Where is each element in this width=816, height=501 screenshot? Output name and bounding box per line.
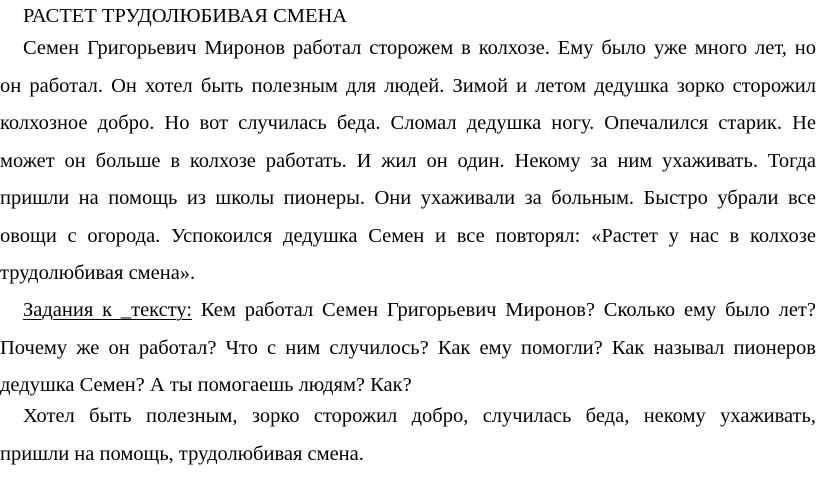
tasks-line-3: дедушка Семен? А ты помогаешь людям? Как?	[0, 374, 412, 396]
story-line-7: трудолюбивая смена».	[0, 262, 196, 284]
tasks-paragraph	[0, 292, 816, 405]
story-paragraph	[0, 30, 816, 293]
keywords-line-2: пришли на помощь, трудолюбивая смена.	[0, 442, 364, 465]
tasks-label: Задания к _тексту:	[23, 299, 193, 321]
tasks-first-line-text: Кем работал Семен Григорьевич Миронов? Сколько ему было лет?	[192, 299, 816, 321]
tasks-line-2: Почему же он работал? Что с ним случилось? Как ему помогли? Как называл пионеров	[0, 336, 816, 359]
story-line-1: Семен Григорьевич Миронов работал сторожем в колхозе. Ему было уже много лет, но	[23, 37, 816, 59]
story-line-4: может он больше в колхозе работать. И жил он один. Некому за ним ухаживать. Тогда	[0, 149, 816, 172]
story-line-6: овощи с огорода. Успокоился дедушка Семен и все повторял: «Растет у нас в колхозе	[0, 224, 816, 247]
story-line-3: колхозное добро. Но вот случилась беда. Сломал дедушка ногу. Опечалился старик. Не	[0, 112, 816, 134]
story-line-5: пришли на помощь из школы пионеры. Они ухаживали за больным. Быстро убрали все	[0, 187, 816, 209]
page-title: РАСТЕТ ТРУДОЛЮБИВАЯ СМЕНА	[23, 5, 348, 27]
story-line-2: он работал. Он хотел быть полезным для людей. Зимой и летом дедушка зорко сторожил	[0, 74, 816, 97]
tasks-line-1	[0, 292, 816, 330]
keywords-line-1: Хотел быть полезным, зорко сторожил добро, случилась беда, некому ухаживать,	[23, 405, 816, 427]
keywords-paragraph	[0, 398, 816, 473]
